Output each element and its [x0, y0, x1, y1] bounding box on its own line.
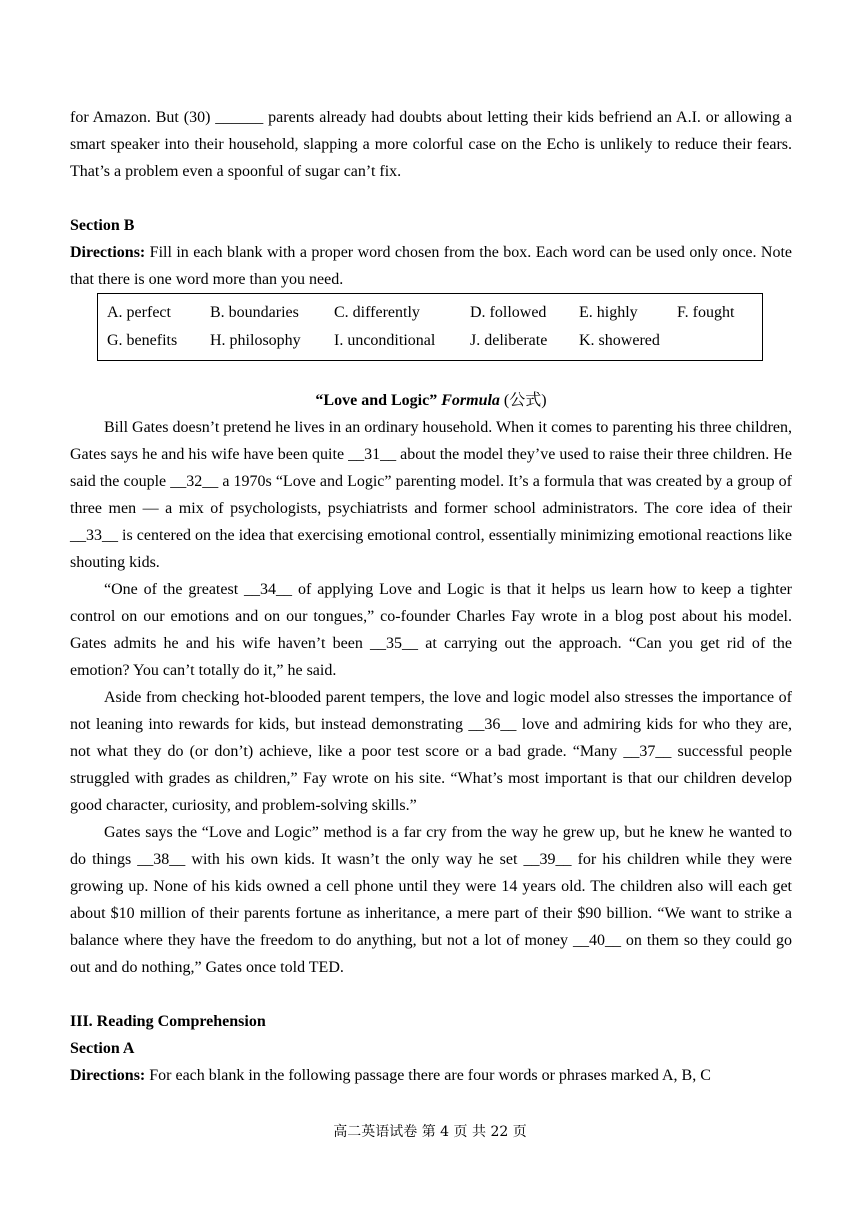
section-b-directions — [70, 239, 792, 293]
word-option: A. perfect — [107, 304, 171, 321]
word-option: B. boundaries — [210, 304, 299, 321]
directions-label: Directions: — [70, 1067, 146, 1084]
directions-text: Fill in each blank with a proper word chosen from the box. Each word can be used only once. Note that there is one word more than you need. — [70, 244, 792, 288]
word-option: G. benefits — [107, 332, 178, 349]
paragraph-continuation: for Amazon. But (30) ______ parents already had doubts about letting their kids befriend an A.I. or allowing a smart speaker into their household, slapping a more colorful case on the Echo is unlikely to reduce their fears. That’s a problem even a spoonful of sugar can’t fix. — [70, 109, 792, 180]
section-b-heading: Section B — [70, 217, 135, 234]
word-option: E. highly — [579, 304, 638, 321]
passage-paragraph-3: Aside from checking hot-blooded parent tempers, the love and logic model also stresses the importance of not leaning into rewards for kids, but instead demonstrating __36__ love and admiring kids for who they are, not what they do (or don’t) achieve, like a poor test score or a bad grade. “Many __37__ successful people struggled with grades as children,” Fay wrote on his site. “What’s most important is that our children develop good character, curiosity, and problem-solving skills.” — [70, 689, 792, 814]
page-footer: 高二英语试卷 第 4 页 共 22 页 — [333, 1124, 527, 1140]
document-body — [70, 104, 792, 1089]
word-option: F. fought — [677, 304, 735, 321]
word-option: H. philosophy — [210, 332, 301, 349]
word-box-row-2 — [107, 327, 762, 355]
word-option: D. followed — [470, 304, 547, 321]
word-option: K. showered — [579, 332, 660, 349]
passage-paragraph-2: “One of the greatest __34__ of applying Love and Logic is that it helps us learn how to keep a tighter control on our emotions and on our tongues,” co-founder Charles Fay wrote in a blog post about his model. Gates admits he and his wife haven’t been __35__ at carrying out the approach. “Can you get rid of the emotion? You can’t totally do it,” he said. — [70, 581, 792, 679]
passage-paragraph-1: Bill Gates doesn’t pretend he lives in an ordinary household. When it comes to parenting his three children, Gates says he and his wife have been quite __31__ about the model they’ve used to raise their three children. He said the couple __32__ a 1970s “Love and Logic” parenting model. It’s a formula that was created by a group of three men — a mix of psychologists, psychiatrists and former school administrators. The core idea of their __33__ is centered on the idea that exercising emotional control, essentially minimizing emotional reactions like shouting kids. — [70, 419, 792, 571]
directions-label: Directions: — [70, 244, 146, 261]
word-box — [97, 293, 763, 361]
passage-title: “Love and Logic” Formula (公式) — [315, 392, 547, 409]
word-option: I. unconditional — [334, 332, 436, 349]
section-a-directions — [70, 1062, 792, 1089]
section-a-heading: Section A — [70, 1040, 135, 1057]
directions-text: For each blank in the following passage there are four words or phrases marked A, B, C — [145, 1067, 711, 1084]
word-option: C. differently — [334, 304, 420, 321]
word-box-row-1 — [107, 299, 762, 327]
word-option: J. deliberate — [470, 332, 548, 349]
passage-paragraph-4: Gates says the “Love and Logic” method is a far cry from the way he grew up, but he knew he wanted to do things __38__ with his own kids. It wasn’t the only way he set __39__ for his children while they were growing up. None of his kids owned a cell phone until they were 14 years old. The children also will each get about $10 million of their parents fortune as inheritance, a mere part of their $90 billion. “We want to strike a balance where they have the freedom to do anything, but not a lot of money __40__ on them so they could go out and do nothing,” Gates once told TED. — [70, 824, 792, 976]
part-3-heading: III. Reading Comprehension — [70, 1013, 266, 1030]
